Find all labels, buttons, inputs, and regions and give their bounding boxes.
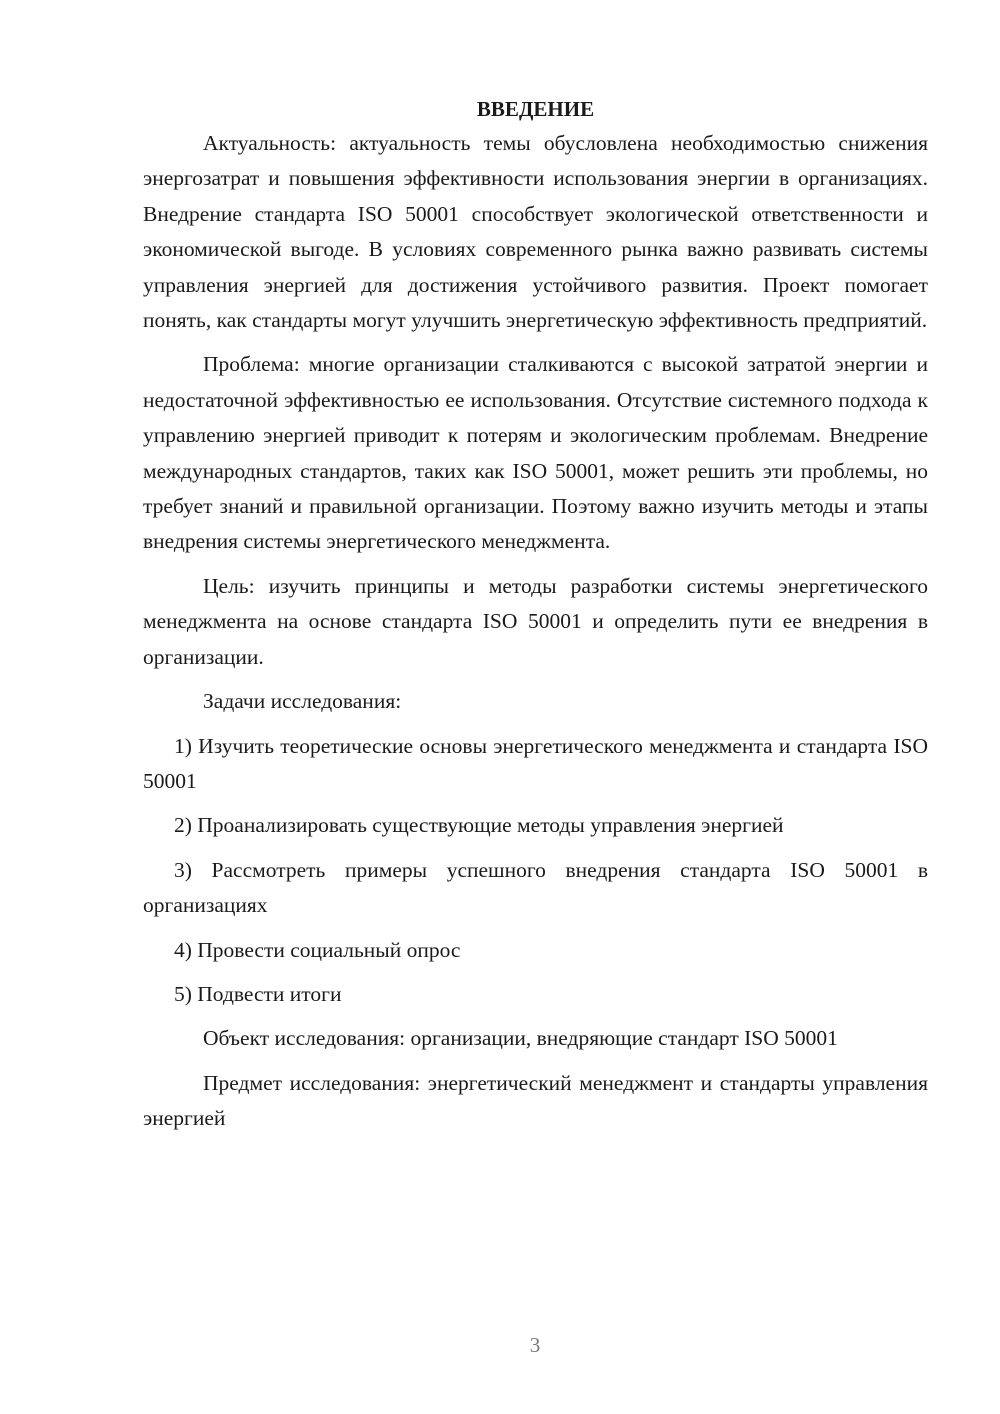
problem-paragraph: Проблема: многие организации сталкиваются с высокой затратой энергии и недостаточной эффективностью ее использования. Отсутствие системного подхода к управлению энергией приводит к потерям и экологическим проблемам. Внедрение международных стандартов, таких как ISO 50001, может решить эти проблемы, но требует знаний и правильной организации. Поэтому важно изучить методы и этапы внедрения системы энергетического менеджмента. xyxy=(143,352,928,554)
relevance-paragraph: Актуальность: актуальность темы обусловлена необходимостью снижения энергозатрат и повышения эффективности использования энергии в организациях. Внедрение стандарта ISO 50001 способствует экологической ответственности и экономической выгоде. В условиях современного рынка важно развивать системы управления энергией для достижения устойчивого развития. Проект помогает понять, как стандарты могут улучшить энергетическую эффективность предприятий. xyxy=(143,131,928,333)
task-item-5: 5) Подвести итоги xyxy=(174,981,342,1006)
subject-paragraph: Предмет исследования: энергетический менеджмент и стандарты управления энергией xyxy=(143,1070,928,1131)
object-paragraph: Объект исследования: организации, внедряющие стандарт ISO 50001 xyxy=(203,1026,838,1051)
document-page xyxy=(143,90,928,1137)
tasks-heading: Задачи исследования: xyxy=(203,689,402,714)
section-title: ВВЕДЕНИЕ xyxy=(476,97,595,121)
task-item-1: 1) Изучить теоретические основы энергетического менеджмента и стандарта ISO 50001 xyxy=(143,733,928,793)
page-number: 3 xyxy=(529,1333,541,1357)
goal-paragraph: Цель: изучить принципы и методы разработки системы энергетического менеджмента на основе стандарта ISO 50001 и определить пути ее внедрения в организации. xyxy=(143,573,928,669)
task-item-3: 3) Рассмотреть примеры успешного внедрения стандарта ISO 50001 в организациях xyxy=(143,857,928,918)
task-item-4: 4) Провести социальный опрос xyxy=(174,937,461,962)
task-item-2: 2) Проанализировать существующие методы управления энергией xyxy=(174,813,784,838)
